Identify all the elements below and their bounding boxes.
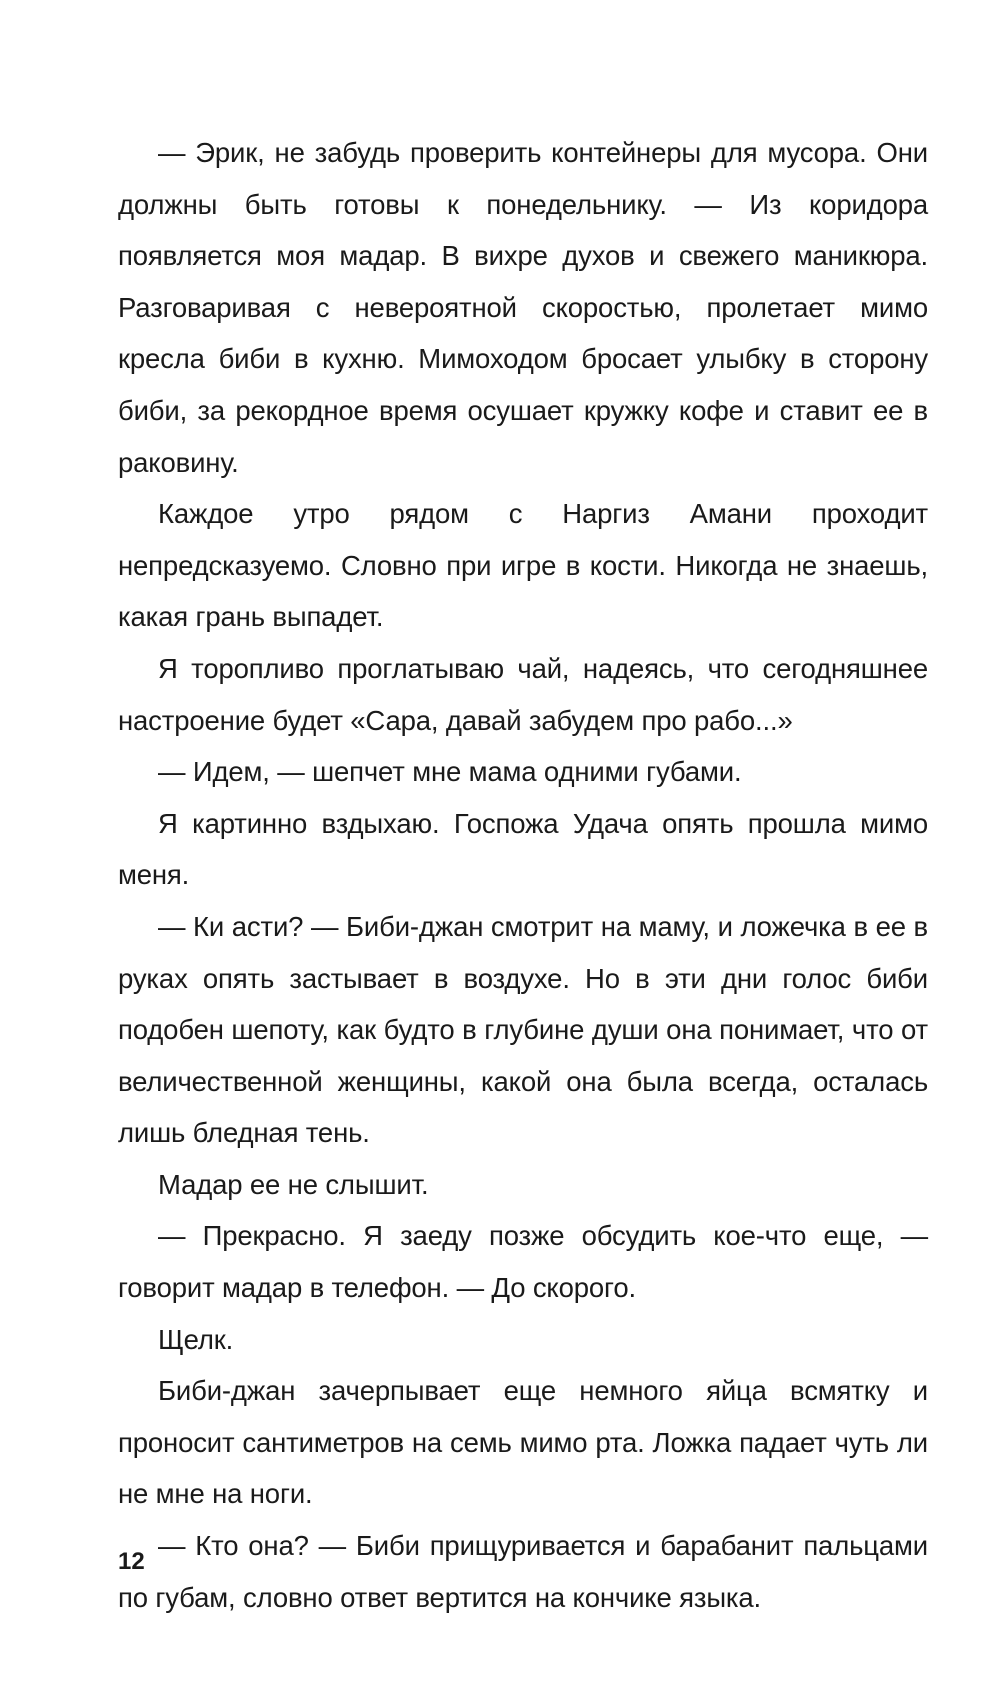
page-number: 12 (118, 1548, 145, 1575)
body-text (118, 127, 928, 1623)
paragraph: Биби-джан зачерпывает еще немного яйца всмятку и проносит сантиметров на семь мимо рта. Ложка падает чуть ли не мне на ноги. (118, 1375, 928, 1510)
paragraph: Я торопливо проглатываю чай, надеясь, что сегодняшнее настроение будет «Сара, давай забудем про рабо...» (118, 652, 928, 736)
paragraph: — Кто она? — Биби прищуривается и барабанит пальцами по губам, словно ответ вертится на кончике языка. (118, 1530, 928, 1613)
paragraph: Щелк. (158, 1323, 234, 1355)
paragraph: — Прекрасно. Я заеду позже обсудить кое-что еще, — говорит мадар в телефон. — До скорого. (118, 1220, 928, 1304)
paragraph: Каждое утро рядом с Наргиз Амани проходит непредсказуемо. Словно при игре в кости. Никогда не знаешь, какая грань выпадет. (118, 498, 928, 633)
paragraph: — Идем, — шепчет мне мама одними губами. (158, 756, 742, 788)
paragraph: — Ки асти? — Биби-джан смотрит на маму, и ложечка в ее в руках опять застывает в воздухе. Но в эти дни голос биби подобен шепоту, как будто в глубине души она понимает, что от величественной женщины, какой она была всегда, осталась лишь бледная тень. (118, 910, 928, 1149)
paragraph: Мадар ее не слышит. (158, 1168, 429, 1200)
paragraph: Я картинно вздыхаю. Госпожа Удача опять прошла мимо меня. (118, 807, 928, 891)
paragraph: — Эрик, не забудь проверить контейнеры для мусора. Они должны быть готовы к понедельнику. — Из коридора появляется моя мадар. В вихре духов и свежего маникюра. Разговаривая с невероятной скоростью, пролетает мимо кресла биби в кухню. Мимоходом бросает улыбку в сторону биби, за рекордное время осушает кружку кофе и ставит ее в раковину. (118, 137, 928, 478)
